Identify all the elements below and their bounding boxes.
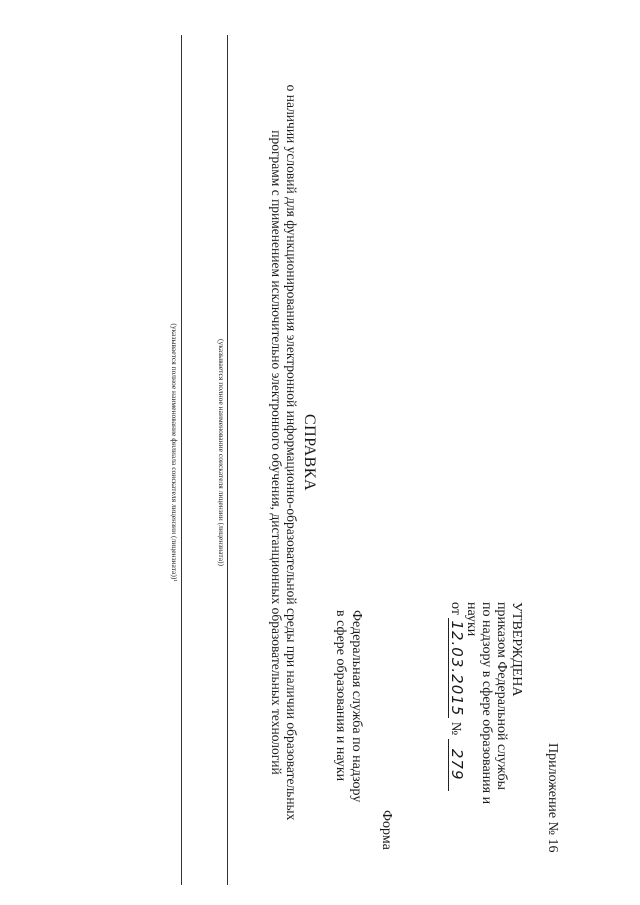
approval-heading: УТВЕРЖДЕНА: [509, 602, 524, 697]
form-label: Форма: [379, 810, 394, 850]
agency-line-2: в сфере образования и науки: [333, 610, 348, 782]
approval-block: [448, 602, 524, 804]
licensee-name-line[interactable]: [227, 35, 228, 885]
approval-line-3: науки: [464, 602, 479, 637]
approval-line-1: приказом Федеральной службы: [494, 602, 509, 790]
approval-date: 12.03.2015: [448, 620, 466, 717]
licensee-name-caption: (указывается полное наименование соискателя лицензии (лицензиата)): [217, 338, 226, 567]
approval-date-row: [448, 602, 464, 804]
date-prefix: от: [448, 602, 463, 615]
branch-name-line[interactable]: [181, 35, 182, 885]
document-subtitle: о наличии условий для функционирования электронной информационно-образовательной среды при наличии образовательных программ с применением исключительно электронного обучения, дистанционных образовательных технологий: [269, 84, 299, 821]
document-title: СПРАВКА: [301, 413, 318, 492]
approval-line-2: по надзору в сфере образования и: [479, 602, 494, 805]
appendix-label: Приложение № 16: [545, 743, 560, 853]
agency-line-1: Федеральная служба по надзору: [349, 610, 364, 803]
branch-name-caption: (указывается полное наименование филиала соискателя лицензии (лицензиата))¹: [170, 323, 179, 582]
approval-number: 279: [448, 739, 464, 791]
number-prefix: №: [448, 721, 463, 736]
agency-block: [332, 610, 364, 802]
